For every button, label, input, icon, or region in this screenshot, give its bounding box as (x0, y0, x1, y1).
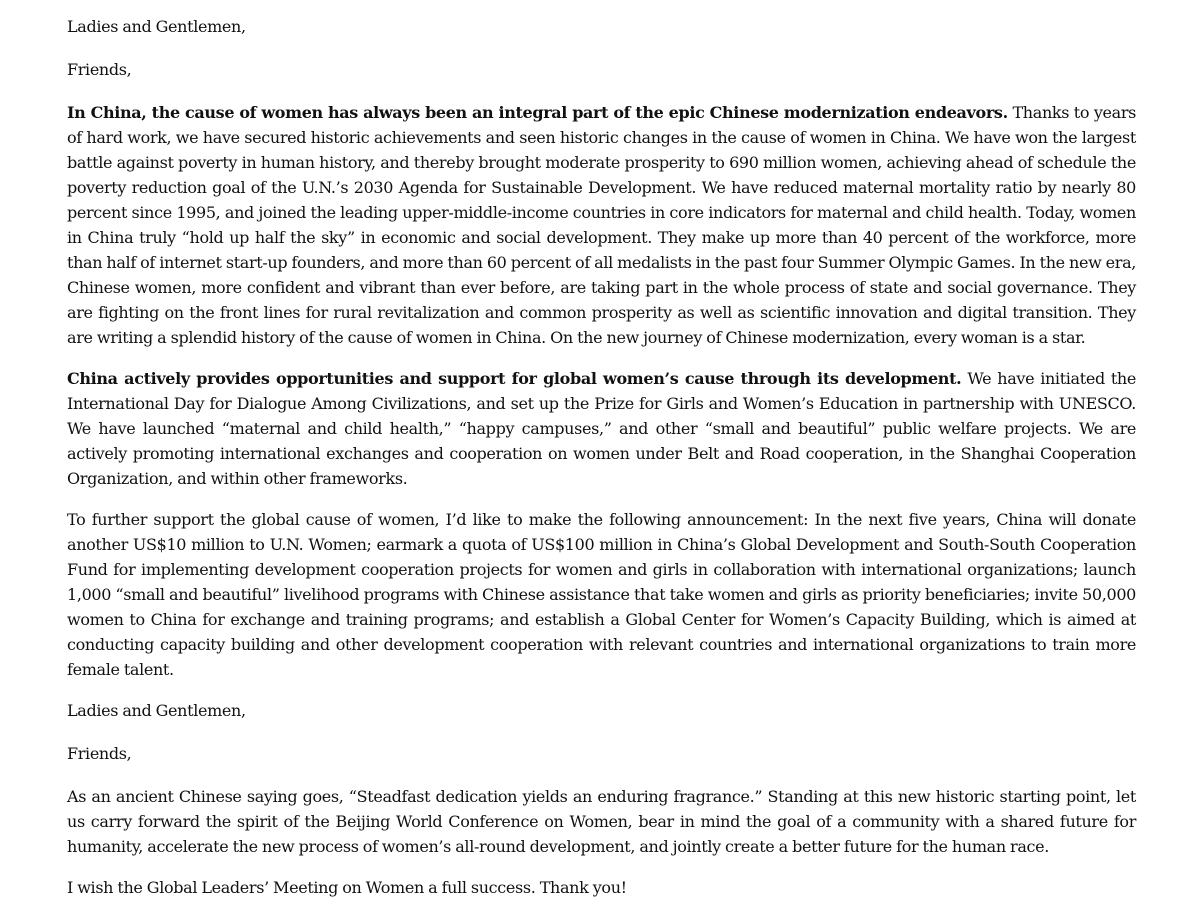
paragraph-global-support (67, 366, 1136, 491)
paragraph-lead-sentence: In China, the cause of women has always been an integral part of the epic Chinese modernization endeavors. (67, 103, 1008, 122)
salutation-ladies-gentlemen: Ladies and Gentlemen, (67, 701, 246, 720)
salutation-friends: Friends, (67, 60, 132, 79)
closing-remark: I wish the Global Leaders’ Meeting on Women a full success. Thank you! (67, 878, 627, 897)
salutation-ladies-gentlemen: Ladies and Gentlemen, (67, 17, 246, 36)
paragraph-women-in-china (67, 100, 1136, 350)
paragraph-ancient-saying: As an ancient Chinese saying goes, “Steadfast dedication yields an enduring fragrance.” Standing at this new historic starting point, let us carry forward the spirit of the Beijing World Conference on Women, bear in mind the goal of a community with a shared future for humanity, accelerate the new process of women’s all-round development, and jointly create a better future for the human race. (67, 787, 1136, 856)
paragraph-body: We have initiated the International Day for Dialogue Among Civilizations, and set up the Prize for Girls and Women’s Education in partnership with UNESCO. We have launched “maternal and child health,” “happy campuses,” and other “small and beautiful” public welfare projects. We are actively promoting international exchanges and cooperation on women under Belt and Road cooperation, in the Shanghai Cooperation Organization, and within other frameworks. (67, 369, 1136, 488)
paragraph-lead-sentence: China actively provides opportunities and support for global women’s cause through its development. (67, 369, 962, 388)
salutation-friends: Friends, (67, 744, 132, 763)
paragraph-announcement: To further support the global cause of women, I’d like to make the following announcement: In the next five years, China will donate another US$10 million to U.N. Women; earmark a quota of US$100 million in China’s Global Development and South-South Cooperation Fund for implementing development cooperation projects for women and girls in collaboration with international organizations; launch 1,000 “small and beautiful” livelihood programs with Chinese assistance that take women and girls as priority beneficiaries; invite 50,000 women to China for exchange and training programs; and establish a Global Center for Women’s Capacity Building, which is aimed at conducting capacity building and other development cooperation with relevant countries and international organizations to train more female talent. (67, 510, 1136, 679)
paragraph-body: Thanks to years of hard work, we have secured historic achievements and seen historic changes in the cause of women in China. We have won the largest battle against poverty in human history, and thereby brought moderate prosperity to 690 million women, achieving ahead of schedule the poverty reduction goal of the U.N.’s 2030 Agenda for Sustainable Development. We have reduced maternal mortality ratio by nearly 80 percent since 1995, and joined the leading upper-middle-income countries in core indicators for maternal and child health. Today, women in China truly “hold up half the sky” in economic and social development. They make up more than 40 percent of the workforce, more than half of internet start-up founders, and more than 60 percent of all medalists in the past four Summer Olympic Games. In the new era, Chinese women, more confident and vibrant than ever before, are taking part in the whole process of state and social governance. They are fighting on the front lines for rural revitalization and common prosperity as well as scientific innovation and digital transition. They are writing a splendid history of the cause of women in China. On the new journey of Chinese modernization, every woman is a star. (67, 103, 1136, 347)
